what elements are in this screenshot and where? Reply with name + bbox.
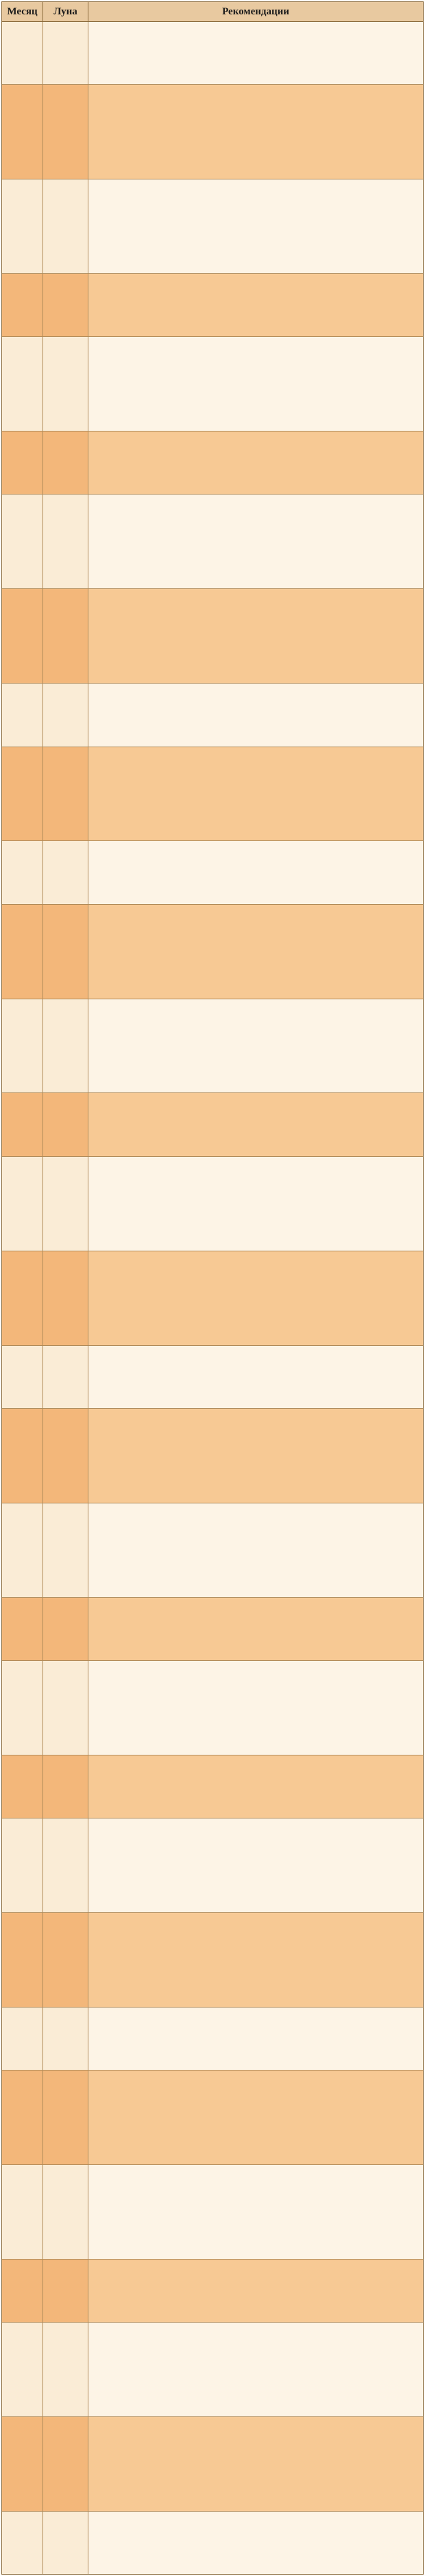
table-row — [2, 2260, 423, 2323]
row-recommendation — [88, 1661, 423, 1755]
row-recommendation — [88, 495, 423, 588]
row-date — [2, 841, 43, 903]
table-row — [2, 841, 423, 904]
row-date — [2, 179, 43, 273]
table-row — [2, 85, 423, 179]
row-recommendation — [88, 684, 423, 746]
row-moon-phase — [43, 2512, 88, 2574]
table-row — [2, 1913, 423, 2008]
table-row — [2, 2417, 423, 2512]
row-moon-phase — [43, 2260, 88, 2322]
table-row — [2, 905, 423, 999]
table-row — [2, 2165, 423, 2260]
row-recommendation — [88, 1157, 423, 1251]
row-recommendation — [88, 999, 423, 1093]
row-recommendation — [88, 1346, 423, 1408]
row-date — [2, 337, 43, 431]
row-date — [2, 432, 43, 494]
row-moon-phase — [43, 841, 88, 903]
row-moon-phase — [43, 1818, 88, 1912]
row-date — [2, 2008, 43, 2070]
row-moon-phase — [43, 1913, 88, 2007]
row-recommendation — [88, 432, 423, 494]
row-date — [2, 589, 43, 683]
header-month: Месяц — [2, 2, 43, 21]
table-row — [2, 22, 423, 85]
row-date — [2, 22, 43, 84]
table-row — [2, 495, 423, 589]
table-row — [2, 1157, 423, 1251]
table-row — [2, 274, 423, 337]
row-recommendation — [88, 85, 423, 179]
row-moon-phase — [43, 432, 88, 494]
row-date — [2, 1157, 43, 1251]
row-moon-phase — [43, 2417, 88, 2511]
row-recommendation — [88, 1755, 423, 1818]
row-date — [2, 2260, 43, 2322]
row-recommendation — [88, 1251, 423, 1345]
table-row — [2, 179, 423, 274]
row-moon-phase — [43, 179, 88, 273]
table-row — [2, 2071, 423, 2165]
table-row — [2, 1755, 423, 1818]
table-row — [2, 1598, 423, 1661]
table-row — [2, 2512, 423, 2574]
row-moon-phase — [43, 589, 88, 683]
table-row — [2, 2323, 423, 2417]
row-recommendation — [88, 1818, 423, 1912]
row-moon-phase — [43, 2071, 88, 2164]
row-date — [2, 1251, 43, 1345]
row-moon-phase — [43, 747, 88, 841]
row-recommendation — [88, 22, 423, 84]
row-recommendation — [88, 1598, 423, 1660]
row-moon-phase — [43, 337, 88, 431]
row-recommendation — [88, 1503, 423, 1597]
row-date — [2, 1913, 43, 2007]
row-moon-phase — [43, 1409, 88, 1503]
header-recommendations: Рекомендации — [222, 5, 289, 17]
row-moon-phase — [43, 1755, 88, 1818]
row-moon-phase — [43, 2008, 88, 2070]
table-body — [2, 22, 423, 2574]
table-header — [2, 2, 423, 22]
row-moon-phase — [43, 274, 88, 336]
header-moon: Луна — [43, 2, 88, 21]
row-date — [2, 495, 43, 588]
row-date — [2, 1503, 43, 1597]
calendar-table — [1, 1, 424, 2575]
table-row — [2, 1346, 423, 1409]
row-moon-phase — [43, 1598, 88, 1660]
row-date — [2, 905, 43, 999]
row-recommendation — [88, 2323, 423, 2416]
row-recommendation — [88, 1409, 423, 1503]
row-date — [2, 1818, 43, 1912]
row-date — [2, 1661, 43, 1755]
row-date — [2, 1093, 43, 1155]
row-recommendation — [88, 274, 423, 336]
table-row — [2, 1093, 423, 1156]
row-recommendation — [88, 841, 423, 903]
row-recommendation — [88, 589, 423, 683]
row-date — [2, 274, 43, 336]
row-moon-phase — [43, 1503, 88, 1597]
row-moon-phase — [43, 684, 88, 746]
row-date — [2, 684, 43, 746]
row-moon-phase — [43, 2165, 88, 2259]
table-row — [2, 2008, 423, 2071]
row-date — [2, 747, 43, 841]
table-row — [2, 589, 423, 684]
row-moon-phase — [43, 22, 88, 84]
table-row — [2, 432, 423, 495]
row-recommendation — [88, 2008, 423, 2070]
row-date — [2, 2512, 43, 2574]
row-moon-phase — [43, 1661, 88, 1755]
row-moon-phase — [43, 495, 88, 588]
row-date — [2, 1598, 43, 1660]
table-row — [2, 1818, 423, 1913]
table-row — [2, 337, 423, 432]
row-recommendation — [88, 2512, 423, 2574]
row-moon-phase — [43, 1093, 88, 1155]
row-moon-phase — [43, 1157, 88, 1251]
row-recommendation — [88, 905, 423, 999]
row-moon-phase — [43, 905, 88, 999]
row-recommendation — [88, 337, 423, 431]
table-row — [2, 747, 423, 842]
row-moon-phase — [43, 1346, 88, 1408]
row-moon-phase — [43, 85, 88, 179]
row-date — [2, 2417, 43, 2511]
table-row — [2, 684, 423, 747]
row-date — [2, 1755, 43, 1818]
row-recommendation — [88, 179, 423, 273]
row-moon-phase — [43, 999, 88, 1093]
row-date — [2, 999, 43, 1093]
row-moon-phase — [43, 2323, 88, 2416]
table-row — [2, 1251, 423, 1346]
row-date — [2, 1409, 43, 1503]
row-date — [2, 1346, 43, 1408]
row-recommendation — [88, 747, 423, 841]
row-date — [2, 2323, 43, 2416]
table-row — [2, 1661, 423, 1755]
row-date — [2, 85, 43, 179]
table-row — [2, 999, 423, 1094]
row-recommendation — [88, 2417, 423, 2511]
table-row — [2, 1503, 423, 1598]
row-moon-phase — [43, 1251, 88, 1345]
row-date — [2, 2071, 43, 2164]
table-row — [2, 1409, 423, 1503]
row-recommendation — [88, 2260, 423, 2322]
row-recommendation — [88, 2071, 423, 2164]
row-recommendation — [88, 1093, 423, 1155]
row-recommendation — [88, 2165, 423, 2259]
row-date — [2, 2165, 43, 2259]
row-recommendation — [88, 1913, 423, 2007]
